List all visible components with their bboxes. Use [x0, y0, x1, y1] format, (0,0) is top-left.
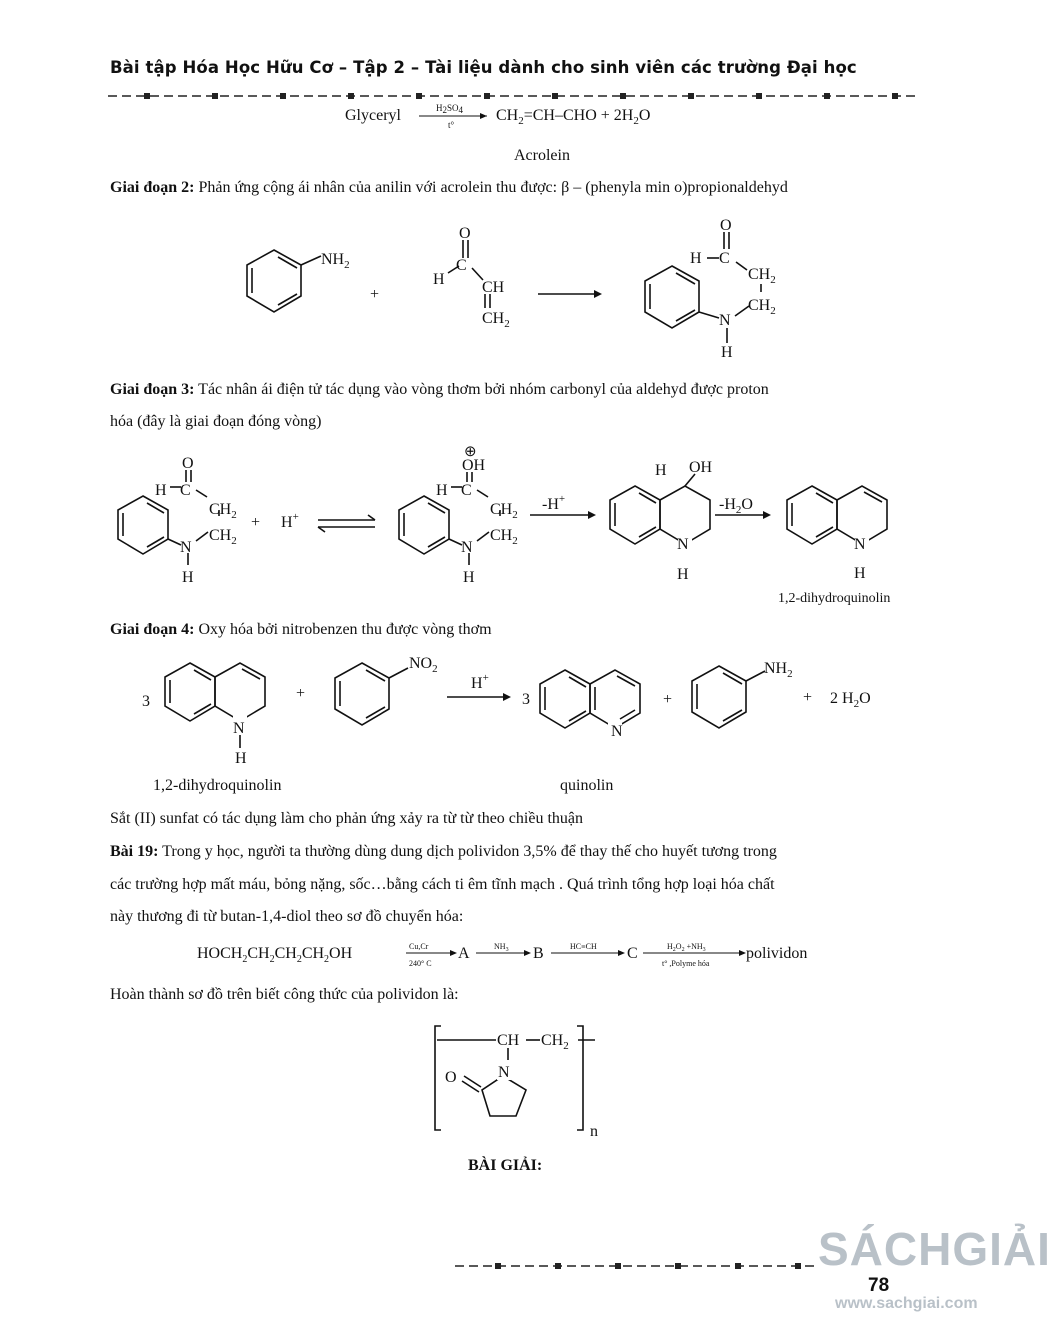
svg-text:O: O: [445, 1069, 457, 1086]
svg-text:H: H: [690, 250, 702, 267]
svg-text:CH: CH: [482, 279, 505, 296]
quinolin-label: quinolin: [560, 777, 614, 794]
svg-text:CH2: $CH_2$: [490, 501, 518, 521]
svg-text:N: N: [719, 312, 731, 329]
svg-text:H: H: [436, 482, 448, 499]
svg-text:2 H2O: 2 $H_2O$: [830, 690, 871, 710]
svg-text:H: H: [463, 569, 475, 586]
stage1-condition-temp: t°: [448, 120, 455, 130]
svg-text:NH2: $NH_2$: [321, 251, 350, 271]
svg-text:H: H: [721, 344, 733, 361]
svg-text:N: N: [180, 539, 192, 556]
svg-text:3: 3: [142, 693, 150, 710]
svg-text:HOCH2CH2CH2CH2OH: $HOCH_2CH_2CH_2CH_2OH$: [197, 945, 353, 965]
stage3-text-line1: Giai đoạn 3: Tác nhân ái điện tử tác dụng vào vòng thơm bởi nhóm carbonyl của aldehyd được proton: [110, 381, 769, 398]
svg-text:H2O2 +NH3: $H_2O_2 +NH_3$: [667, 942, 706, 953]
svg-text:OH: OH: [689, 459, 713, 476]
svg-text:H: H: [235, 750, 247, 767]
page-header-title: Bài tập Hóa Học Hữu Cơ – Tập 2 – Tài liệu dành cho sinh viên các trường Đại học: [110, 58, 857, 77]
svg-text:H: H: [182, 569, 194, 586]
svg-text:H: H: [854, 565, 866, 582]
dihydroquinolin-label-stage4: 1,2-dihydroquinolin: [153, 777, 282, 794]
svg-text:NH2: $NH_2$: [764, 660, 793, 680]
svg-text:H2SO4: H2SO4: [436, 103, 464, 115]
acrolein-label: Acrolein: [514, 147, 570, 164]
watermark-url: www.sachgiai.com: [835, 1295, 978, 1312]
svg-text:NH3: $NH_3$: [494, 942, 509, 953]
svg-text:240° C: 240° C: [409, 959, 432, 968]
svg-text:H: H: [155, 482, 167, 499]
svg-text:N: N: [677, 536, 689, 553]
svg-text:N: N: [854, 536, 866, 553]
svg-text:CH2: $CH_2$: [748, 297, 776, 317]
svg-text:CH2: $CH_2$: [541, 1032, 569, 1052]
svg-text:H+: H+: [281, 511, 299, 531]
svg-text:O: O: [459, 225, 471, 242]
iron-sulfate-note: Sắt (II) sunfat có tác dụng làm cho phản ứng xảy ra từ từ theo chiều thuận: [110, 810, 583, 827]
svg-text:⊕: ⊕: [464, 444, 477, 460]
svg-text:H: H: [677, 566, 689, 583]
svg-text:t° ,Polyme hóa: t° ,Polyme hóa: [662, 959, 710, 968]
stage4-reaction: [165, 663, 765, 748]
svg-text:CH2: $CH_2$: [482, 310, 510, 330]
svg-text:N: N: [498, 1064, 510, 1081]
svg-text:+: +: [803, 689, 813, 706]
bai19-line2: các trường hợp mất máu, bỏng nặng, sốc…bằng cách ti êm tĩnh mạch . Quá trình tổng hợp loại hóa chất: [110, 876, 775, 893]
watermark-brand: SÁCHGIẢI: [818, 1223, 1051, 1275]
stage3-text-line2: hóa (đây là giai đoạn đóng vòng): [110, 413, 322, 430]
svg-text:+: +: [296, 685, 306, 702]
svg-text:+: +: [370, 286, 380, 303]
stage2-text: Giai đoạn 2: Phản ứng cộng ái nhân của anilin với acrolein thu được: β – (phenyla min o)propionaldehyd: [110, 179, 788, 196]
svg-text:HC≡CH: HC≡CH: [570, 942, 597, 951]
bai19-line4: Hoàn thành sơ đồ trên biết công thức của polividon là:: [110, 986, 459, 1003]
footer-divider: [455, 1263, 815, 1269]
page-number: 78: [868, 1275, 890, 1296]
bai19-line3: này thương đi từ butan-1,4-diol theo sơ đồ chuyển hóa:: [110, 908, 464, 925]
glyceryl-equation: [345, 103, 650, 164]
svg-text:H: H: [655, 462, 667, 479]
svg-text:+: +: [251, 514, 261, 531]
svg-text:B: B: [533, 945, 544, 962]
svg-text:H+: H+: [471, 672, 489, 692]
svg-text:C: C: [461, 482, 472, 499]
svg-text:CH2: $CH_2$: [490, 527, 518, 547]
svg-text:O: O: [182, 455, 194, 472]
svg-text:C: C: [719, 250, 730, 267]
svg-text:A: A: [458, 945, 470, 962]
svg-text:H: H: [433, 271, 445, 288]
svg-text:C: C: [627, 945, 638, 962]
dihydroquinolin-label-stage3: 1,2-dihydroquinolin: [778, 591, 891, 606]
solution-title: BÀI GIẢI:: [468, 1157, 543, 1174]
svg-text:-H2O: $-H_2O$: [719, 496, 753, 516]
svg-text:N: N: [461, 539, 473, 556]
polividon-scheme: [197, 942, 807, 968]
glyceryl-reactant: Glyceryl: [345, 107, 401, 124]
svg-text:+: +: [663, 691, 673, 708]
svg-text:CH2: $CH_2$: [209, 501, 237, 521]
stage4-text: Giai đoạn 4: Oxy hóa bởi nitrobenzen thu được vòng thơm: [110, 621, 492, 638]
svg-text:CH2: $CH_2$: [748, 266, 776, 286]
svg-text:3: 3: [522, 691, 530, 708]
svg-text:O: O: [720, 217, 732, 234]
svg-text:-H+: -H+: [542, 493, 566, 513]
svg-text:CH2=CH–CHO + 2H2O: $CH_2=CH$–CHO + $2H_2O$: [496, 107, 651, 127]
svg-text:N: N: [233, 720, 245, 737]
svg-text:Cu,Cr: Cu,Cr: [409, 942, 429, 951]
svg-text:CH: CH: [497, 1032, 520, 1049]
svg-text:C: C: [180, 482, 191, 499]
svg-text:polividon: polividon: [746, 945, 808, 962]
bai19-line1: Bài 19: Trong y học, người ta thường dùng dung dịch polividon 3,5% để thay thế cho huyết tương trong: [110, 843, 777, 860]
svg-text:CH2: $CH_2$: [209, 527, 237, 547]
svg-text:NO2: $NO_2$: [409, 655, 438, 675]
svg-text:OH: OH: [462, 457, 486, 474]
svg-text:C: C: [456, 257, 467, 274]
svg-text:n: n: [590, 1123, 598, 1140]
svg-text:N: N: [611, 723, 623, 740]
